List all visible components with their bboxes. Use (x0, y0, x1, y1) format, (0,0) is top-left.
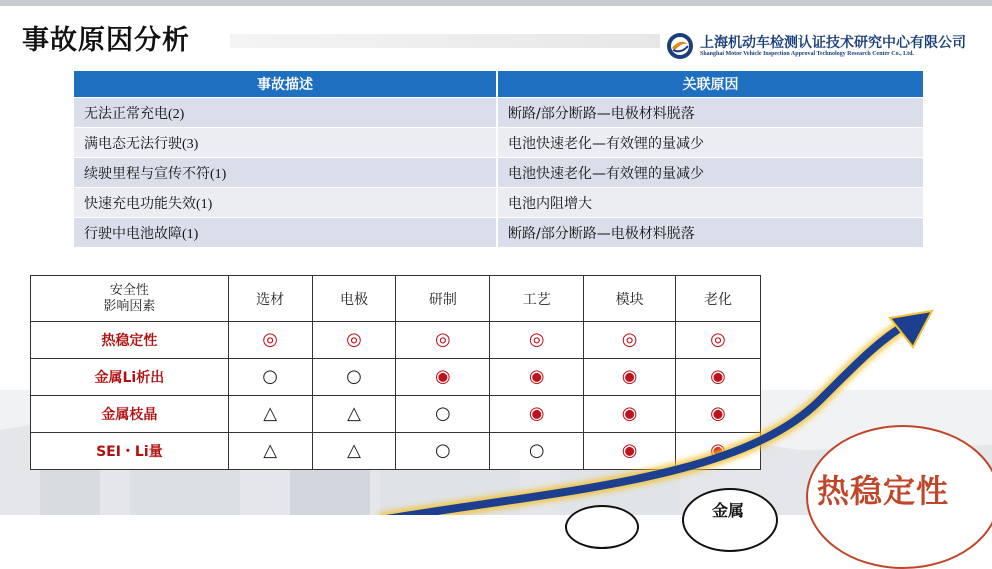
rating-symbol: ○ (435, 440, 451, 461)
rating-symbol: △ (263, 440, 278, 461)
related-cause: 电池快速老化—有效锂的量减少 (498, 127, 923, 157)
corner-header-line1: 安全性 (109, 282, 149, 298)
factor-row-label: 金属Li析出 (31, 359, 229, 396)
corner-header-line2: 影响因素 (103, 298, 156, 314)
accident-description: 满电态无法行驶(3) (74, 127, 498, 157)
rating-symbol: ◎ (435, 329, 451, 350)
rating-symbol: ◉ (621, 440, 638, 461)
accident-description: 快速充电功能失效(1) (74, 187, 498, 217)
page-title: 事故原因分析 (22, 25, 190, 56)
rating-symbol: ◎ (528, 329, 545, 350)
related-cause: 电池快速老化—有效锂的量减少 (498, 157, 923, 187)
column-header-process: 工艺 (490, 276, 584, 322)
rating-symbol: △ (347, 440, 361, 461)
rating-symbol: ◉ (710, 440, 726, 461)
factor-row-label: SEI・Li量 (31, 433, 229, 470)
rating-symbol: △ (347, 403, 361, 424)
column-header-material: 选材 (228, 276, 312, 322)
rating-symbol: △ (263, 403, 278, 424)
column-header-aging: 老化 (676, 276, 761, 322)
accident-description: 无法正常充电(2) (74, 97, 498, 127)
factor-row-label: 金属枝晶 (31, 396, 229, 433)
related-cause: 断路/部分断路—电极材料脱落 (498, 217, 923, 247)
column-header-development: 研制 (396, 276, 490, 322)
rating-symbol: ◉ (435, 366, 451, 387)
column-header-module: 模块 (584, 276, 676, 322)
company-name-cn: 上海机动车检测认证技术研究中心有限公司 (700, 35, 966, 51)
rating-symbol: ◉ (710, 403, 726, 424)
bubble-metal-label: 金属 (712, 501, 745, 520)
rating-symbol: ◎ (621, 329, 638, 350)
accident-description: 行驶中电池故障(1) (74, 217, 498, 247)
rating-symbol: ◎ (710, 329, 726, 350)
rating-symbol: ○ (262, 366, 279, 387)
company-name-en: Shanghai Motor Vehicle Inspection Approval Technology Research Center Co., Ltd. (700, 51, 914, 57)
column-header-cause: 关联原因 (498, 71, 923, 97)
rating-symbol: ◉ (528, 366, 545, 387)
rating-symbol: ○ (346, 366, 362, 387)
column-header-description: 事故描述 (74, 71, 498, 97)
rating-symbol: ◉ (710, 366, 726, 387)
accident-description: 续驶里程与宣传不符(1) (74, 157, 498, 187)
rating-symbol: ○ (435, 403, 451, 424)
bubble-small (565, 505, 639, 549)
rating-symbol: ◎ (346, 329, 362, 350)
rating-symbol: ◉ (621, 366, 638, 387)
bubble-thermal-stability-label: 热稳定性 (817, 472, 950, 510)
factor-row-label: 热稳定性 (31, 322, 229, 359)
column-header-electrode: 电极 (312, 276, 396, 322)
rating-symbol: ◉ (528, 403, 545, 424)
related-cause: 断路/部分断路—电极材料脱落 (498, 97, 923, 127)
related-cause: 电池内阻增大 (498, 187, 923, 217)
rating-symbol: ◎ (262, 329, 279, 350)
rating-symbol: ◉ (621, 403, 638, 424)
rating-symbol: ○ (528, 440, 545, 461)
